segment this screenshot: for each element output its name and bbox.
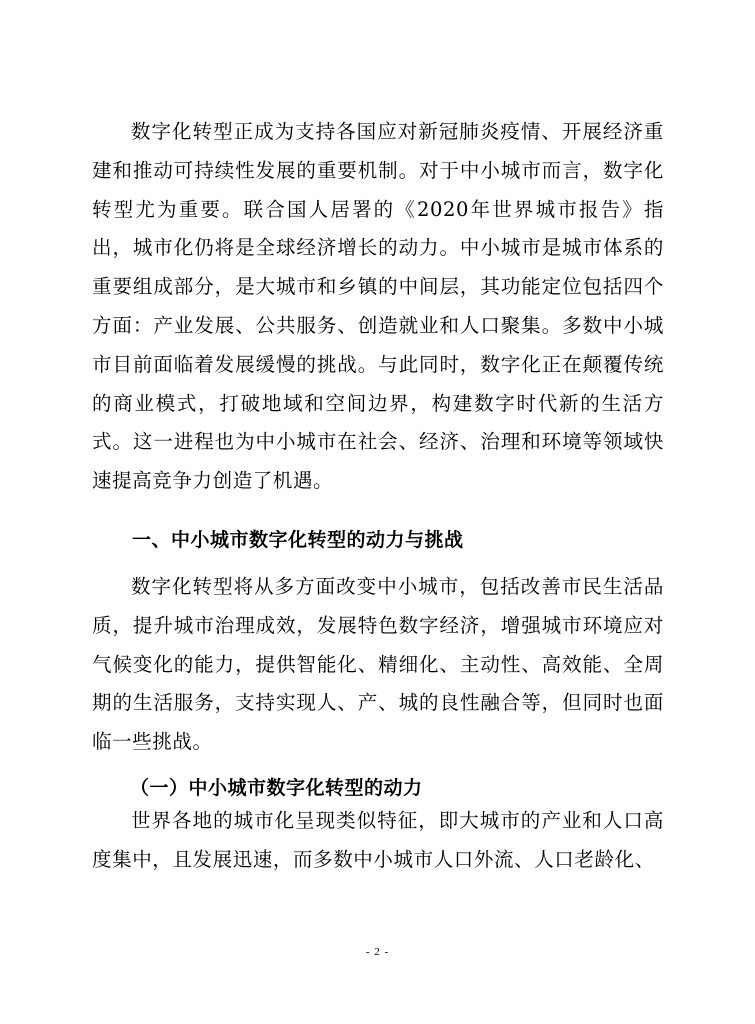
subsection-heading: （一）中小城市数字化转型的动力 (130, 777, 423, 799)
body-paragraph: 世界各地的城市化呈现类似特征，即大城市的产业和人口高度集中，且发展迅速，而多数中小城市人口外流、人口老龄化、 (92, 809, 664, 871)
body-paragraph: 数字化转型正成为支持各国应对新冠肺炎疫情、开展经济重建和推动可持续性发展的重要机制。对于中小城市而言，数字化转型尤为重要。联合国人居署的《2020年世界城市报告》指出，城市化仍将是全球经济增长的动力。中小城市是城市体系的重要组成部分，是大城市和乡镇的中间层，其功能定位包括四个方面：产业发展、公共服务、创造就业和人口聚集。多数中小城市目前面临着发展缓慢的挑战。与此同时，数字化正在颠覆传统的商业模式，打破地域和空间边界，构建数字时代新的生活方式。这一进程也为中小城市在社会、经济、治理和环境等领域快速提高竞争力创造了机遇。 (92, 120, 664, 493)
body-paragraph: 数字化转型将从多方面改变中小城市，包括改善市民生活品质，提升城市治理成效，发展特色数字经济，增强城市环境应对气候变化的能力，提供智能化、精细化、主动性、高效能、全周期的生活服务，支持实现人、产、城的良性融合等，但同时也面临一些挑战。 (92, 575, 664, 754)
section-heading: 一、中小城市数字化转型的动力与挑战 (132, 529, 464, 551)
page-number: - 2 - (365, 946, 390, 958)
